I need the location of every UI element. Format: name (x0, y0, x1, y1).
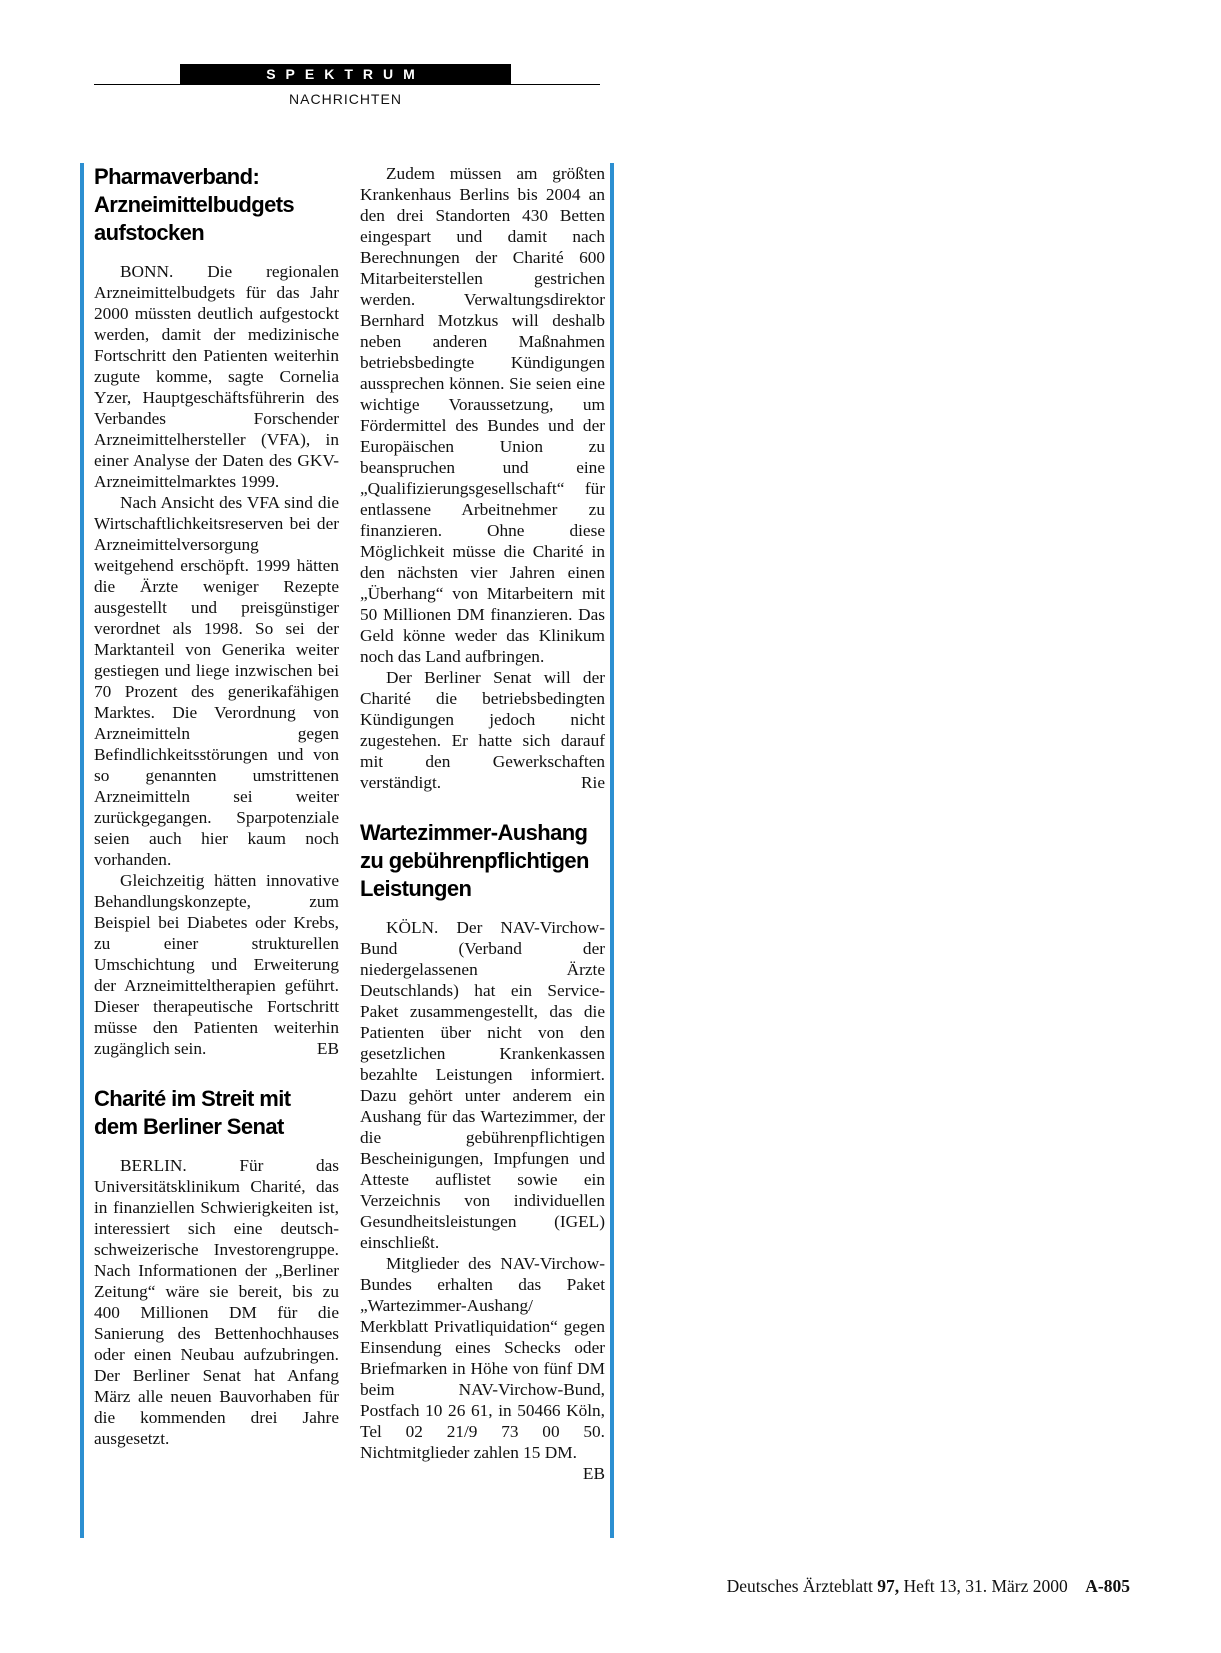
article-wartezimmer (360, 819, 605, 1483)
right-accent-bar (610, 163, 614, 1538)
journal-volume: 97, (877, 1576, 900, 1596)
article-pharmaverband (94, 163, 339, 1059)
article-paragraph-with-signature (360, 1253, 605, 1483)
section-label: NACHRICHTEN (289, 91, 402, 107)
article-paragraph-with-signature (360, 667, 605, 793)
left-column (94, 163, 339, 1449)
article-paragraph-with-signature (94, 870, 339, 1059)
article-paragraph: Mitglieder des NAV-Virchow-Bundes erhalten das Paket „Wartezimmer-Aushang/ Merkblatt Privatliquidation“ gegen Einsendung eines Schecks oder Briefmarken in Höhe von fünf DM beim NAV-Virchow-Bund, Postfach 10 26 61, in 50466 Köln, Tel 02 21/9 73 00 50. Nichtmitglieder zahlen 15 DM. (360, 1254, 605, 1462)
journal-name: Deutsches Ärzteblatt (726, 1576, 873, 1596)
author-signature: Rie (581, 773, 605, 792)
article-headline: Wartezimmer-Aushang zu gebührenpflichtigen Leistungen (360, 820, 589, 901)
header-rule (94, 84, 600, 85)
article-paragraph: Gleichzeitig hätten innovative Behandlungskonzepte, zum Beispiel bei Diabetes oder Krebs, zu einer strukturellen Umschichtung und Erweiterung der Arzneimitteltherapien geführt. Dieser therapeutische Fortschritt müsse den Patienten weiterhin zugänglich sein. (94, 871, 339, 1058)
author-signature: EB (582, 1464, 605, 1483)
left-accent-bar (80, 163, 84, 1538)
article-paragraph: KÖLN. Der NAV-Virchow-Bund (Verband der niedergelassenen Ärzte Deutschlands) hat ein Service-Paket zusammengestellt, das die Patienten über nicht von den gesetzlichen Krankenkassen bezahlte Leistungen informiert. Dazu gehört unter anderem ein Aushang für das Wartezimmer, der die gebührenpflichtigen Bescheinigungen, Impfungen und Atteste auflistet sowie ein Verzeichnis von individuellen Gesundheitsleistungen (IGEL) einschließt. (360, 918, 605, 1252)
article-headline: Charité im Streit mit dem Berliner Senat (94, 1086, 291, 1139)
article-charite-continued (360, 163, 605, 793)
article-paragraph: Nach Ansicht des VFA sind die Wirtschaftlichkeitsreserven bei der Arzneimittelversorgung weitgehend erschöpft. 1999 hätten die Ärzte weniger Rezepte ausgestellt und preisgünstiger verordnet als 1998. So sei der Marktanteil von Generika weiter gestiegen und liege inzwischen bei 70 Prozent des generikafähigen Marktes. Die Verordnung von Arzneimitteln gegen Befindlichkeitsstörungen und von so genannten umstrittenen Arzneimitteln sei weiter zurückgegangen. Sparpotenziale seien auch hier kaum noch vorhanden. (94, 493, 339, 869)
journal-issue: Heft 13, 31. März 2000 (903, 1576, 1068, 1596)
right-column (360, 163, 605, 1484)
article-paragraph: BERLIN. Für das Universitätsklinikum Charité, das in finanziellen Schwierigkeiten ist, interessiert sich eine deutsch-schweizerische Investorengruppe. Nach Informationen der „Berliner Zeitung“ wäre sie bereit, bis zu 400 Millionen DM für die Sanierung des Bettenhochhauses oder einen Neubau aufzubringen. Der Berliner Senat hat Anfang März alle neuen Bauvorhaben für die kommenden drei Jahre ausgesetzt. (94, 1156, 339, 1448)
article-paragraph: Zudem müssen am größten Krankenhaus Berlins bis 2004 an den drei Standorten 430 Betten eingespart und damit nach Berechnungen der Charité 600 Mitarbeiterstellen gestrichen werden. Verwaltungsdirektor Bernhard Motzkus will deshalb neben anderen Maßnahmen betriebsbedingte Kündigungen aussprechen können. Sie seien eine wichtige Voraussetzung, um Fördermittel des Bundes und der Europäischen Union zu beanspruchen und eine „Qualifizierungsgesellschaft“ für entlassene Arbeitnehmer zu finanzieren. Ohne diese Möglichkeit müsse die Charité in den nächsten vier Jahren einen „Überhang“ von Mitarbeitern mit 50 Millionen DM finanzieren. Das Geld könne weder das Klinikum noch das Land aufbringen. (360, 164, 605, 666)
article-headline: Pharmaverband: Arzneimittelbudgets aufstocken (94, 164, 295, 245)
page-number: A-805 (1085, 1576, 1130, 1596)
section-kicker: SPEKTRUM (180, 64, 511, 84)
page-footer (660, 1576, 1130, 1597)
author-signature: EB (316, 1039, 339, 1058)
article-charite (94, 1085, 339, 1449)
article-paragraph: BONN. Die regionalen Arzneimittelbudgets für das Jahr 2000 müssten deutlich aufgestockt werden, damit der medizinische Fortschritt den Patienten weiterhin zugute komme, sagte Cornelia Yzer, Hauptgeschäftsführerin des Verbandes Forschender Arzneimittelhersteller (VFA), in einer Analyse der Daten des GKV-Arzneimittelmarktes 1999. (94, 262, 339, 491)
article-paragraph: Der Berliner Senat will der Charité die betriebsbedingten Kündigungen jedoch nicht zugestehen. Er hatte sich darauf mit den Gewerkschaften verständigt. (360, 668, 605, 792)
